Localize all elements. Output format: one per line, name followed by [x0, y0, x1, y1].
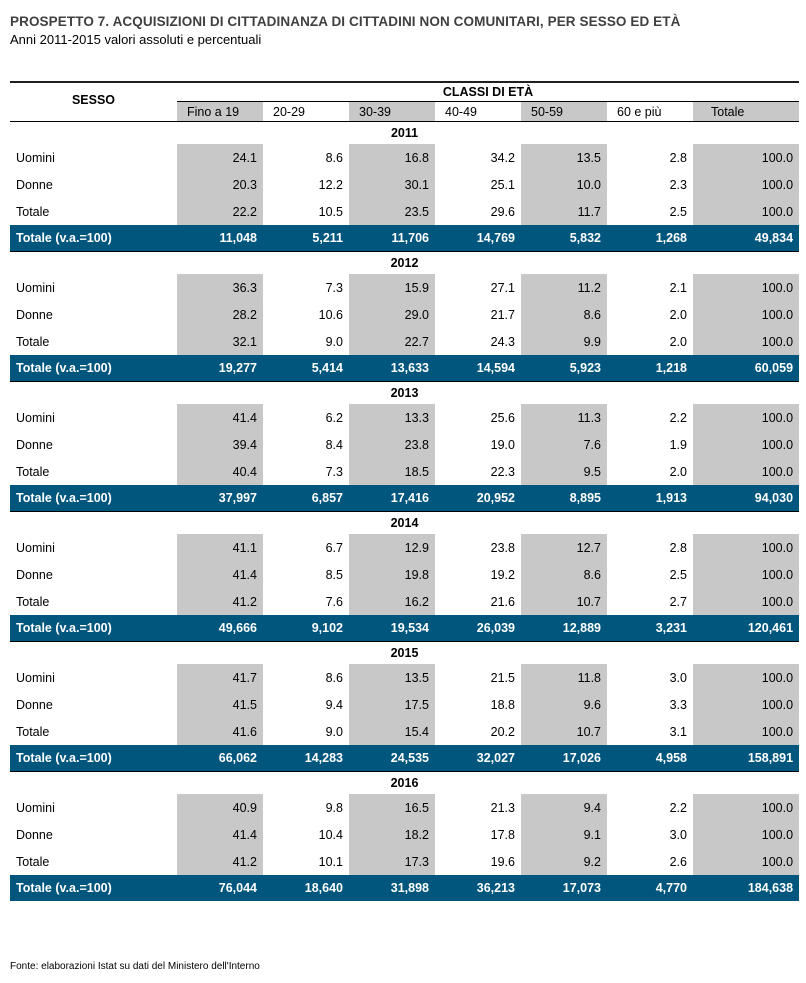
table-cell: 2.6 — [669, 854, 687, 869]
table-cell: 25.6 — [490, 410, 515, 425]
table-cell: 8.6 — [521, 561, 607, 588]
table-row — [10, 404, 799, 431]
table-cell: 19.2 — [490, 567, 515, 582]
table-cell: 100.0 — [693, 198, 799, 225]
row-label: Uomini — [16, 280, 55, 295]
table-cell: 2.3 — [669, 177, 687, 192]
table-cell: 23.5 — [349, 198, 435, 225]
total-cell: 6,857 — [263, 485, 349, 512]
table-cell: 100.0 — [693, 144, 799, 171]
table-row — [10, 301, 799, 328]
table-cell: 2.8 — [669, 150, 687, 165]
table-cell: 2.5 — [669, 567, 687, 582]
classi-header: CLASSI DI ETÀ — [177, 82, 799, 102]
table-cell: 13.5 — [521, 144, 607, 171]
table-cell: 39.4 — [177, 431, 263, 458]
table-cell: 24.3 — [490, 334, 515, 349]
document-subtitle: Anni 2011-2015 valori assoluti e percentuali — [10, 32, 262, 47]
table-cell: 10.4 — [318, 827, 343, 842]
table-cell: 100.0 — [693, 431, 799, 458]
table-cell: 7.6 — [325, 594, 343, 609]
total-cell: 66,062 — [177, 745, 263, 772]
total-cell: 32,027 — [435, 745, 521, 772]
table-cell: 100.0 — [693, 821, 799, 848]
row-label: Donne — [16, 177, 53, 192]
table-cell: 41.4 — [177, 404, 263, 431]
table-cell: 8.5 — [325, 567, 343, 582]
table-cell: 11.2 — [521, 274, 607, 301]
column-header: Fino a 19 — [177, 102, 263, 122]
table-cell: 15.9 — [349, 274, 435, 301]
year-label: 2012 — [10, 252, 799, 275]
table-cell: 2.2 — [669, 410, 687, 425]
table-cell: 10.5 — [318, 204, 343, 219]
year-label: 2016 — [10, 772, 799, 795]
year-row — [10, 512, 799, 535]
table-row — [10, 458, 799, 485]
total-cell: 13,633 — [349, 355, 435, 382]
table-cell: 100.0 — [693, 718, 799, 745]
year-label: 2015 — [10, 642, 799, 665]
table-cell: 10.1 — [318, 854, 343, 869]
citizenship-table — [10, 81, 799, 901]
table-cell: 12.2 — [318, 177, 343, 192]
table-cell: 40.4 — [177, 458, 263, 485]
total-cell: 1,268 — [607, 225, 693, 252]
table-cell: 22.7 — [349, 328, 435, 355]
row-label: Donne — [16, 567, 53, 582]
total-cell: 31,898 — [349, 875, 435, 901]
year-label: 2013 — [10, 382, 799, 405]
table-cell: 8.6 — [521, 301, 607, 328]
total-cell: 17,073 — [521, 875, 607, 901]
table-cell: 9.4 — [521, 794, 607, 821]
table-cell: 27.1 — [490, 280, 515, 295]
total-label: Totale (v.a.=100) — [10, 745, 177, 772]
table-cell: 7.3 — [325, 464, 343, 479]
table-cell: 100.0 — [693, 404, 799, 431]
total-cell: 19,277 — [177, 355, 263, 382]
table-cell: 15.4 — [349, 718, 435, 745]
total-label: Totale (v.a.=100) — [10, 875, 177, 901]
row-label: Totale — [16, 204, 50, 219]
table-cell: 19.6 — [490, 854, 515, 869]
table-cell: 3.1 — [669, 724, 687, 739]
row-label: Totale — [16, 464, 50, 479]
table-cell: 8.6 — [325, 670, 343, 685]
total-cell: 1,218 — [607, 355, 693, 382]
row-label: Uomini — [16, 150, 55, 165]
year-row — [10, 772, 799, 795]
total-cell: 184,638 — [693, 875, 799, 901]
table-cell: 21.3 — [490, 800, 515, 815]
total-row — [10, 225, 799, 252]
table-row — [10, 274, 799, 301]
table-cell: 11.7 — [521, 198, 607, 225]
table-cell: 18.5 — [349, 458, 435, 485]
table-cell: 10.7 — [521, 718, 607, 745]
table-cell: 18.2 — [349, 821, 435, 848]
table-row — [10, 691, 799, 718]
total-cell: 3,231 — [607, 615, 693, 642]
row-label: Totale — [16, 594, 50, 609]
total-cell: 94,030 — [693, 485, 799, 512]
table-cell: 1.9 — [669, 437, 687, 452]
table-cell: 9.1 — [521, 821, 607, 848]
total-row — [10, 875, 799, 901]
table-cell: 3.0 — [669, 670, 687, 685]
total-cell: 158,891 — [693, 745, 799, 772]
table-row — [10, 794, 799, 821]
table-cell: 9.8 — [325, 800, 343, 815]
table-cell: 17.3 — [349, 848, 435, 875]
table-cell: 11.8 — [521, 664, 607, 691]
table-body — [10, 122, 799, 902]
column-header: 50-59 — [521, 102, 607, 122]
total-cell: 17,416 — [349, 485, 435, 512]
table-cell: 2.8 — [669, 540, 687, 555]
table-cell: 21.7 — [490, 307, 515, 322]
table-cell: 100.0 — [693, 171, 799, 198]
total-cell: 11,048 — [177, 225, 263, 252]
total-cell: 76,044 — [177, 875, 263, 901]
table-cell: 11.3 — [521, 404, 607, 431]
table-cell: 100.0 — [693, 664, 799, 691]
total-cell: 26,039 — [435, 615, 521, 642]
table-cell: 100.0 — [693, 534, 799, 561]
source-note: Fonte: elaborazioni Istat su dati del Ministero dell'Interno — [10, 961, 260, 972]
total-cell: 20,952 — [435, 485, 521, 512]
table-cell: 19.0 — [490, 437, 515, 452]
table-row — [10, 848, 799, 875]
table-cell: 41.4 — [177, 561, 263, 588]
row-label: Donne — [16, 697, 53, 712]
table-cell: 40.9 — [177, 794, 263, 821]
table-cell: 13.3 — [349, 404, 435, 431]
table-cell: 23.8 — [490, 540, 515, 555]
row-label: Donne — [16, 437, 53, 452]
table-cell: 8.4 — [325, 437, 343, 452]
table-row — [10, 534, 799, 561]
total-cell: 18,640 — [263, 875, 349, 901]
table-cell: 23.8 — [349, 431, 435, 458]
row-label: Uomini — [16, 540, 55, 555]
table-cell: 9.5 — [521, 458, 607, 485]
total-cell: 5,923 — [521, 355, 607, 382]
table-cell: 24.1 — [177, 144, 263, 171]
table-cell: 12.7 — [521, 534, 607, 561]
table-row — [10, 328, 799, 355]
table-cell: 9.9 — [521, 328, 607, 355]
table-cell: 100.0 — [693, 588, 799, 615]
total-cell: 4,770 — [607, 875, 693, 901]
table-cell: 7.6 — [521, 431, 607, 458]
table-cell: 2.0 — [669, 334, 687, 349]
table-cell: 19.8 — [349, 561, 435, 588]
table-cell: 2.2 — [669, 800, 687, 815]
table-cell: 100.0 — [693, 561, 799, 588]
table-cell: 12.9 — [349, 534, 435, 561]
total-cell: 24,535 — [349, 745, 435, 772]
table-row — [10, 718, 799, 745]
table-cell: 100.0 — [693, 848, 799, 875]
total-label: Totale (v.a.=100) — [10, 615, 177, 642]
table-cell: 41.1 — [177, 534, 263, 561]
table-cell: 2.7 — [669, 594, 687, 609]
table-cell: 17.5 — [349, 691, 435, 718]
total-cell: 60,059 — [693, 355, 799, 382]
table-head — [10, 82, 799, 122]
table-cell: 9.4 — [325, 697, 343, 712]
column-header: 30-39 — [349, 102, 435, 122]
year-row — [10, 252, 799, 275]
table-row — [10, 664, 799, 691]
total-cell: 120,461 — [693, 615, 799, 642]
total-cell: 1,913 — [607, 485, 693, 512]
row-label: Totale — [16, 854, 50, 869]
table-cell: 9.0 — [325, 724, 343, 739]
year-label: 2011 — [10, 122, 799, 145]
row-label: Uomini — [16, 410, 55, 425]
column-header: 40-49 — [435, 102, 521, 122]
table-cell: 9.6 — [521, 691, 607, 718]
total-cell: 49,666 — [177, 615, 263, 642]
table-cell: 9.0 — [325, 334, 343, 349]
total-cell: 14,769 — [435, 225, 521, 252]
total-cell: 36,213 — [435, 875, 521, 901]
table-cell: 10.6 — [318, 307, 343, 322]
table-row — [10, 821, 799, 848]
year-label: 2014 — [10, 512, 799, 535]
year-row — [10, 382, 799, 405]
table-row — [10, 198, 799, 225]
table-cell: 10.0 — [521, 171, 607, 198]
table-row — [10, 171, 799, 198]
table-cell: 100.0 — [693, 301, 799, 328]
table-cell: 36.3 — [177, 274, 263, 301]
table-cell: 22.2 — [177, 198, 263, 225]
row-label: Uomini — [16, 670, 55, 685]
row-label: Totale — [16, 724, 50, 739]
table-cell: 6.7 — [325, 540, 343, 555]
total-cell: 49,834 — [693, 225, 799, 252]
table-cell: 41.7 — [177, 664, 263, 691]
total-cell: 37,997 — [177, 485, 263, 512]
table-cell: 22.3 — [490, 464, 515, 479]
total-label: Totale (v.a.=100) — [10, 225, 177, 252]
table-cell: 41.2 — [177, 848, 263, 875]
total-cell: 5,414 — [263, 355, 349, 382]
table-cell: 2.0 — [669, 307, 687, 322]
total-cell: 17,026 — [521, 745, 607, 772]
table-cell: 100.0 — [693, 274, 799, 301]
table-cell: 41.2 — [177, 588, 263, 615]
total-row — [10, 355, 799, 382]
table-cell: 16.8 — [349, 144, 435, 171]
table-cell: 41.5 — [177, 691, 263, 718]
total-label: Totale (v.a.=100) — [10, 355, 177, 382]
total-cell: 5,832 — [521, 225, 607, 252]
total-cell: 8,895 — [521, 485, 607, 512]
table-row — [10, 431, 799, 458]
table-cell: 30.1 — [349, 171, 435, 198]
total-label: Totale (v.a.=100) — [10, 485, 177, 512]
table-cell: 6.2 — [325, 410, 343, 425]
table-cell: 21.6 — [490, 594, 515, 609]
table-cell: 100.0 — [693, 458, 799, 485]
table-cell: 28.2 — [177, 301, 263, 328]
table-cell: 29.6 — [490, 204, 515, 219]
table-row — [10, 144, 799, 171]
table-cell: 16.5 — [349, 794, 435, 821]
table-cell: 25.1 — [490, 177, 515, 192]
total-row — [10, 615, 799, 642]
total-cell: 9,102 — [263, 615, 349, 642]
table-cell: 21.5 — [490, 670, 515, 685]
table-cell: 3.0 — [669, 827, 687, 842]
total-cell: 5,211 — [263, 225, 349, 252]
table-cell: 7.3 — [325, 280, 343, 295]
table-cell: 32.1 — [177, 328, 263, 355]
column-header: 60 e più — [607, 102, 693, 122]
total-cell: 4,958 — [607, 745, 693, 772]
document-title: PROSPETTO 7. ACQUISIZIONI DI CITTADINANZA DI CITTADINI NON COMUNITARI, PER SESSO ED ETÀ — [10, 14, 681, 29]
table-cell: 29.0 — [349, 301, 435, 328]
row-label: Donne — [16, 827, 53, 842]
year-row — [10, 122, 799, 145]
table-cell: 20.3 — [177, 171, 263, 198]
row-label: Uomini — [16, 800, 55, 815]
table-cell: 10.7 — [521, 588, 607, 615]
table-cell: 2.5 — [669, 204, 687, 219]
total-cell: 11,706 — [349, 225, 435, 252]
table-cell: 17.8 — [490, 827, 515, 842]
total-cell: 14,283 — [263, 745, 349, 772]
total-row — [10, 485, 799, 512]
table-cell: 20.2 — [490, 724, 515, 739]
table-cell: 41.4 — [177, 821, 263, 848]
table-cell: 9.2 — [521, 848, 607, 875]
table-row — [10, 588, 799, 615]
table-cell: 16.2 — [349, 588, 435, 615]
total-cell: 19,534 — [349, 615, 435, 642]
table-cell: 100.0 — [693, 794, 799, 821]
table-cell: 41.6 — [177, 718, 263, 745]
total-cell: 12,889 — [521, 615, 607, 642]
year-row — [10, 642, 799, 665]
table-cell: 2.0 — [669, 464, 687, 479]
table-cell: 13.5 — [349, 664, 435, 691]
table-cell: 8.6 — [325, 150, 343, 165]
row-label: Donne — [16, 307, 53, 322]
column-header: 20-29 — [263, 102, 349, 122]
table-cell: 2.1 — [669, 280, 687, 295]
column-header: Totale — [693, 102, 799, 122]
total-cell: 14,594 — [435, 355, 521, 382]
table-cell: 100.0 — [693, 328, 799, 355]
total-row — [10, 745, 799, 772]
table-cell: 3.3 — [669, 697, 687, 712]
table-cell: 34.2 — [490, 150, 515, 165]
table-row — [10, 561, 799, 588]
table-cell: 18.8 — [490, 697, 515, 712]
row-label: Totale — [16, 334, 50, 349]
table-cell: 100.0 — [693, 691, 799, 718]
sesso-header: SESSO — [71, 93, 116, 107]
